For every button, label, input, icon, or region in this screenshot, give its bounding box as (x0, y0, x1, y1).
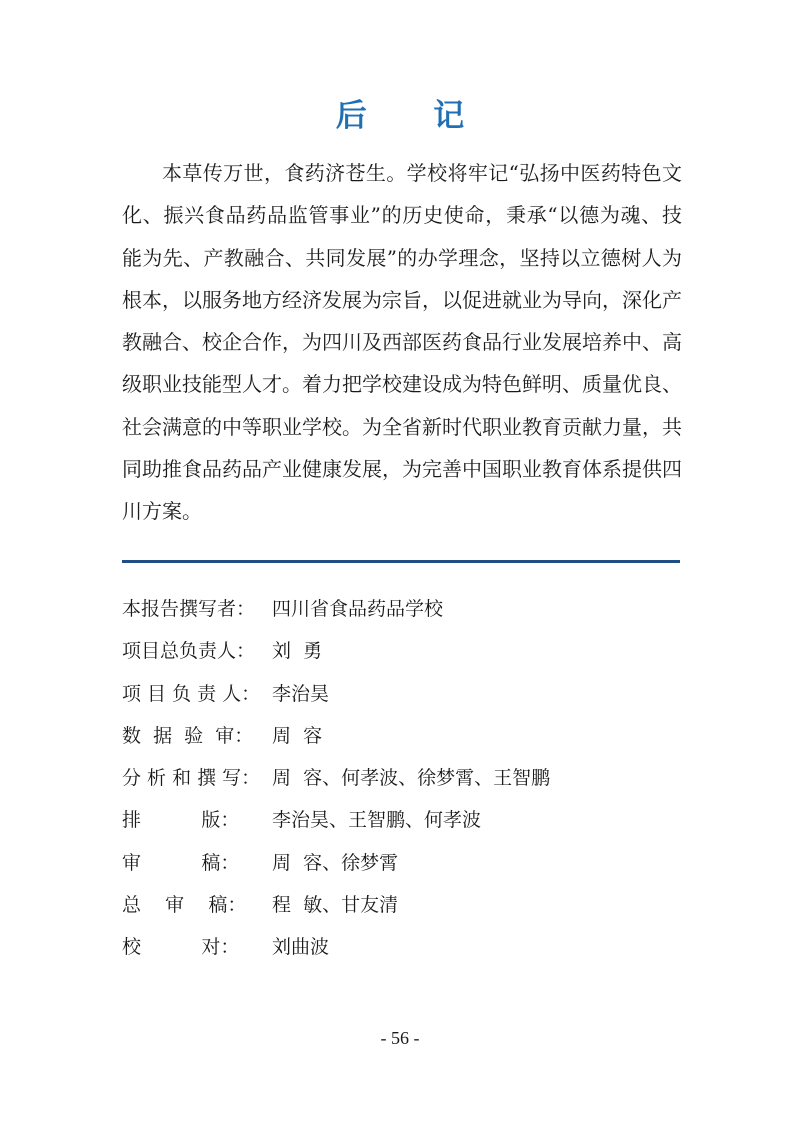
credit-value: 周 容 (272, 724, 323, 747)
page-title: 后 记 (335, 98, 493, 134)
credit-value: 周 容、徐梦霄 (272, 851, 399, 874)
credit-row-data-review (122, 715, 682, 757)
credit-row-author (122, 588, 682, 630)
page-number: - 56 - (380, 1028, 420, 1048)
credit-value: 刘曲波 (272, 936, 330, 959)
credit-value: 刘 勇 (272, 640, 323, 663)
section-divider (122, 560, 680, 563)
credit-row-review (122, 842, 682, 884)
credit-row-project-manager (122, 673, 682, 715)
credit-label: 审 稿： (122, 851, 240, 874)
credit-row-layout (122, 799, 682, 841)
credit-value: 四川省食品药品学校 (272, 598, 444, 620)
credit-row-analysis-writing (122, 757, 682, 799)
credit-value: 李治昊 (272, 682, 330, 705)
credit-value: 程 敏、甘友清 (272, 894, 399, 917)
credit-row-chief-review (122, 884, 682, 926)
postscript-paragraph: 本草传万世，食药济苍生。学校将牢记“弘扬中医药特色文化、振兴食品药品监管事业”的历史使命，秉承“以德为魂、技能为先、产教融合、共同发展”的办学理念，坚持以立德树人为根本，以服务地方经济发展为宗旨，以促进就业为导向，深化产教融合、校企合作，为四川及西部医药食品行业发展培养中、高级职业技能型人才。着力把学校建设成为特色鲜明、质量优良、社会满意的中等职业学校。为全省新时代职业教育贡献力量，共同助推食品药品产业健康发展，为完善中国职业教育体系提供四川方案。 (122, 161, 682, 524)
credit-label: 数 据 验 审： (122, 724, 254, 747)
credit-label: 分 析 和 撰 写： (122, 767, 261, 790)
credit-value: 李治昊、王智鹏、何孝波 (272, 809, 482, 832)
credit-row-project-lead (122, 630, 682, 672)
credits-list (122, 588, 682, 969)
credit-label: 项 目 负 责 人： (122, 682, 261, 705)
credit-row-proofreading (122, 926, 682, 968)
credit-label: 总 审 稿： (122, 894, 247, 917)
credit-value: 周 容、何孝波、徐梦霄、王智鹏 (272, 767, 551, 790)
credit-label: 本报告撰写者： (122, 598, 256, 620)
credit-label: 校 对： (122, 936, 240, 959)
credit-label: 项目总负责人： (122, 640, 256, 663)
credit-label: 排 版： (122, 809, 240, 832)
